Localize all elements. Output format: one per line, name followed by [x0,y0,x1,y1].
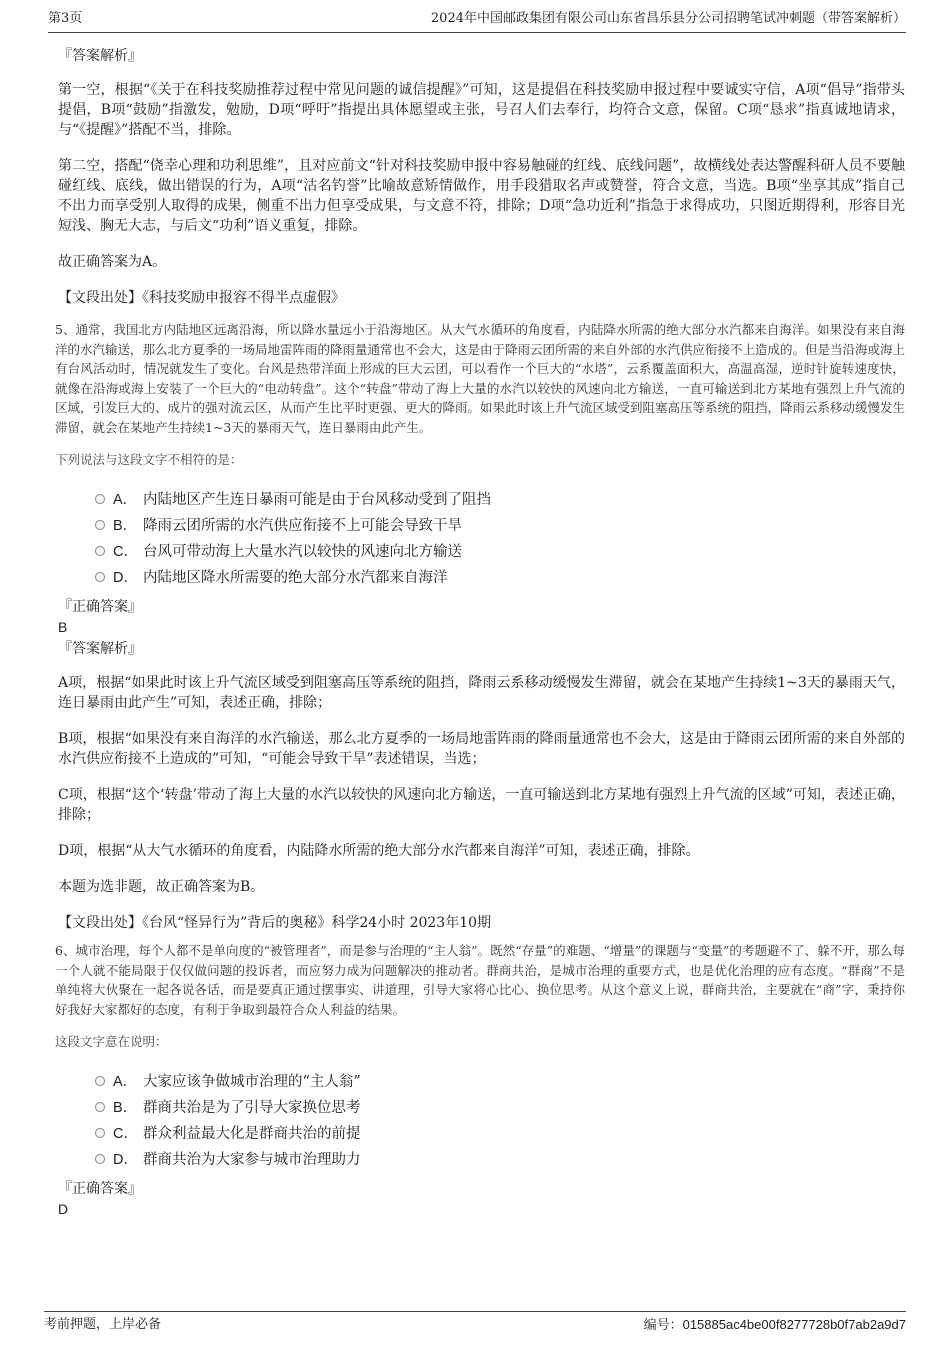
code-value: 015885ac4be00f8277728b0f7ab2a9d7 [682,1317,906,1332]
option-text: 内陆地区降水所需要的绝大部分水汽都来自海洋 [143,570,448,586]
option-text: 群商共治为大家参与城市治理助力 [143,1152,361,1168]
radio-icon[interactable] [95,1154,105,1164]
analysis-label: 『答案解析』 [58,48,142,64]
analysis-conclusion: 本题为选非题，故正确答案为B。 [58,879,265,895]
option-a[interactable] [95,1069,905,1095]
page-number: 第3页 [48,11,83,26]
option-text: 台风可带动海上大量水汽以较快的风速向北方输送 [143,544,462,560]
option-text: 群众利益最大化是群商共治的前提 [143,1126,361,1142]
option-c[interactable] [95,1121,905,1147]
option-b[interactable] [95,513,905,539]
question-prompt: 下列说法与这段文字不相符的是： [55,452,243,467]
analysis-paragraph: C项，根据“这个‘转盘’带动了海上大量的水汽以较快的风速向北方输送，一直可输送到北方某地有强烈上升气流的区域”可知，表述正确，排除； [58,787,905,823]
analysis-paragraph: 第一空，根据“《关于在科技奖励推荐过程中常见问题的诚信提醒》”可知，这是提倡在科技奖励申报过程中要诚实守信，A项“倡导”指带头提倡，B项“鼓励”指激发，勉励，D项“呼吁”指提出具体愿望或主张，号召人们去奉行，均符合文意，保留。C项“恳求”指真诚地请求，与“《提醒》”搭配不当，排除。 [58,82,905,138]
analysis-label: 『答案解析』 [58,641,142,657]
option-letter: D． [113,570,138,586]
option-text: 大家应该争做城市治理的“主人翁” [143,1074,361,1090]
page-footer [44,1311,906,1334]
document-body [55,40,905,1221]
option-letter: B． [113,518,138,534]
page-header [48,8,906,33]
correct-answer-label: 『正确答案』 [58,599,142,615]
correct-answer-label: 『正确答案』 [58,1181,142,1197]
analysis-paragraph: D项，根据“从大气水循环的角度看，内陆降水所需的绝大部分水汽都来自海洋”可知，表述正确，排除。 [58,843,700,859]
radio-icon[interactable] [95,546,105,556]
option-letter: A． [113,492,138,508]
option-text: 内陆地区产生连日暴雨可能是由于台风移动受到了阻挡 [143,492,491,508]
option-text: 降雨云团所需的水汽供应衔接不上可能会导致干旱 [143,518,462,534]
option-d[interactable] [95,565,905,591]
analysis-paragraph: 第二空，搭配“侥幸心理和功利思维”，且对应前文“针对科技奖励申报中容易触碰的红线、底线问题”，故横线处表达警醒科研人员不要触碰红线、底线，做出错误的行为，A项“沽名钓誉”比喻故意矫情做作，用手段猎取名声或赞誉，符合文意，当选。B项“坐享其成”指自己不出力而享受别人取得的成果，侧重不出力但享受成果，与文意不符，排除；D项“急功近利”指急于求得成功，只图近期得利，形容目光短浅、胸无大志，与后文“功利”语义重复，排除。 [58,158,905,234]
radio-icon[interactable] [95,494,105,504]
option-a[interactable] [95,487,905,513]
option-list [95,487,905,591]
radio-icon[interactable] [95,1102,105,1112]
option-d[interactable] [95,1147,905,1173]
source-citation: 【文段出处】《台风“怪异行为”背后的奥秘》科学24小时 2023年10期 [58,915,492,931]
radio-icon[interactable] [95,572,105,582]
option-letter: C． [113,1126,138,1142]
analysis-paragraph: A项，根据“如果此时该上升气流区域受到阻塞高压等系统的阻挡，降雨云系移动缓慢发生滞留，就会在某地产生持续1~3天的暴雨天气，连日暴雨由此产生”可知，表述正确，排除； [58,675,905,711]
document-code [644,1314,906,1337]
footer-slogan: 考前押题，上岸必备 [44,1317,162,1332]
question-prompt: 这段文字意在说明： [55,1034,168,1049]
option-letter: A． [113,1074,138,1090]
option-c[interactable] [95,539,905,565]
analysis-paragraph: B项，根据“如果没有来自海洋的水汽输送，那么北方夏季的一场局地雷阵雨的降雨量通常也不会大，这是由于降雨云团所需的来自外部的水汽供应衔接不上造成的”可知，“可能会导致干旱”表述错误，当选； [58,731,905,767]
correct-answer: B [58,619,68,635]
code-label: 编号： [643,1318,683,1333]
radio-icon[interactable] [95,1076,105,1086]
document-title: 2024年中国邮政集团有限公司山东省昌乐县分公司招聘笔试冲刺题（带答案解析） [430,11,906,26]
option-list [95,1069,905,1173]
source-citation: 【文段出处】《科技奖励申报容不得半点虚假》 [58,290,345,306]
correct-answer: D [58,1201,69,1217]
analysis-conclusion: 故正确答案为A。 [58,254,167,270]
option-b[interactable] [95,1095,905,1121]
question-text: 6、城市治理，每个人都不是单向度的“被管理者”，而是参与治理的“主人翁”。既然“存量”的难题、“增量”的课题与“变量”的考题避不了、躲不开，那么每一个人就不能局限于仅仅做问题的投诉者，而应努力成为问题解决的推动者。群商共治，是城市治理的重要方式，也是优化治理的应有态度。“群商”不是单纯将大伙聚在一起各说各话，而是要真正通过摆事实、讲道理，引导大家将心比心、换位思考。从这个意义上说，群商共治，主要就在“商”字，秉持你好我好大家都好的态度，有利于争取到最符合众人利益的结果。 [55,943,905,1017]
option-letter: B． [113,1100,138,1116]
option-text: 群商共治是为了引导大家换位思考 [143,1100,361,1116]
radio-icon[interactable] [95,1128,105,1138]
question-text: 5、通常，我国北方内陆地区远离沿海，所以降水量远小于沿海地区。从大气水循环的角度看，内陆降水所需的绝大部分水汽都来自海洋。如果没有来自海洋的水汽输送，那么北方夏季的一场局地雷阵雨的降雨量通常也不会大，这是由于降雨云团所需的来自外部的水汽供应衔接不上造成的。但是当沿海或海上有台风活动时，情况就发生了变化。台风是热带洋面上形成的巨大云团，可以看作一个巨大的“水塔”，云系覆盖面积大，高温高湿，逆时针旋转速度快，就像在沿海或海上安装了一个巨大的“电动转盘”。这个“转盘”带动了海上大量的水汽以较快的风速向北方输送，一直可输送到北方某地有强烈上升气流的区域，引发巨大的、成片的强对流云区，从而产生比平时更强、更大的降雨。如果此时该上升气流区域受到阻塞高压等系统的阻挡，降雨云系移动缓慢发生滞留，就会在某地产生持续1~3天的暴雨天气，连日暴雨由此产生。 [55,322,906,435]
option-letter: C． [113,544,138,560]
option-letter: D． [113,1152,138,1168]
radio-icon[interactable] [95,520,105,530]
